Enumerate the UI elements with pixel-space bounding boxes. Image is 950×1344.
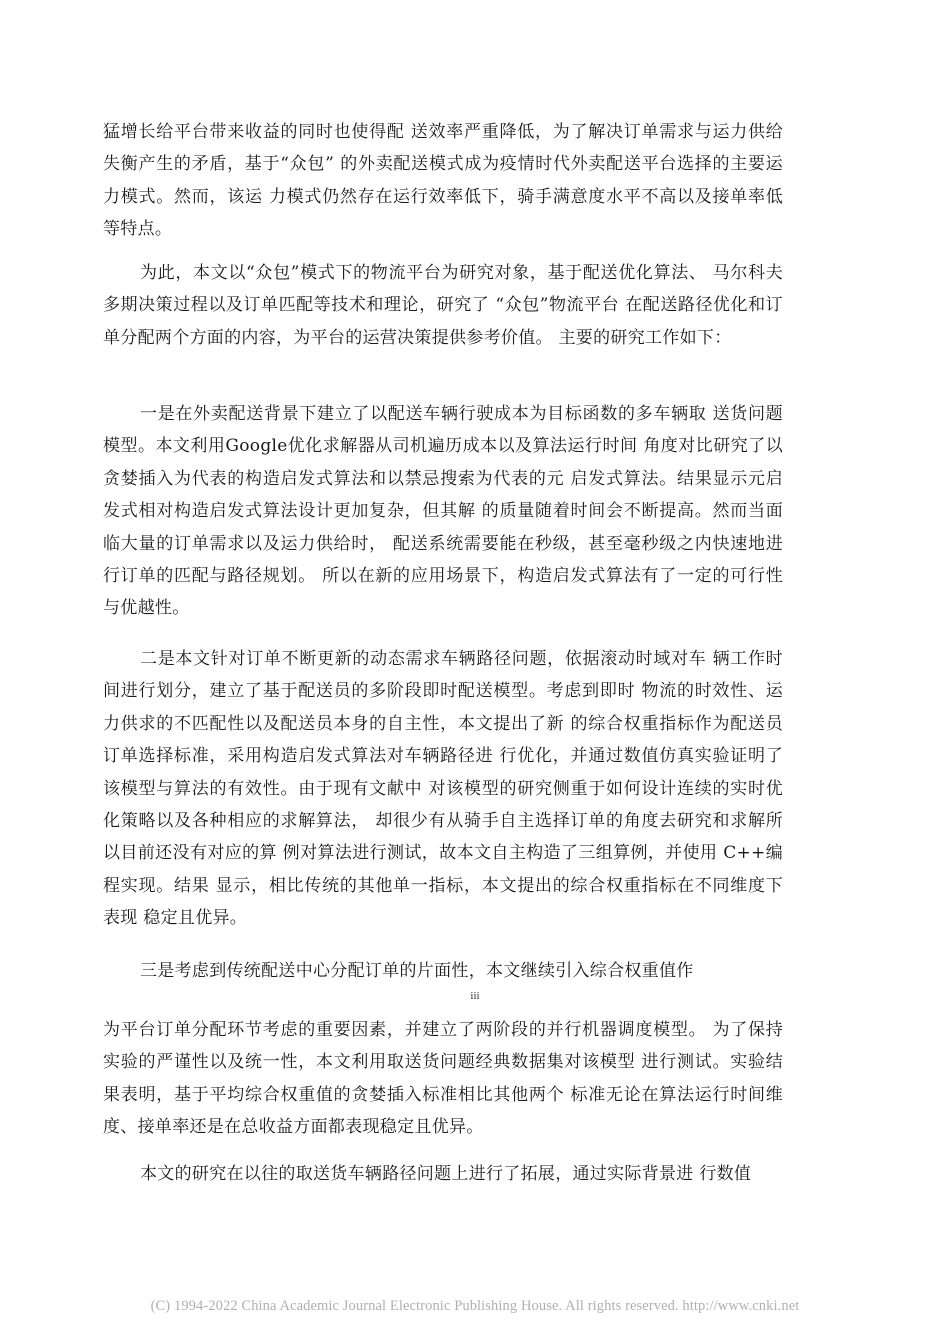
copyright-footer: (C) 1994-2022 China Academic Journal Electronic Publishing House. All rights reserved. http://www.cnki.net <box>150 1298 800 1314</box>
paragraph-work-one: 一是在外卖配送背景下建立了以配送车辆行驶成本为目标函数的多车辆取 送货问题模型。本文利用Google优化求解器从司机遍历成本以及算法运行时间 角度对比研究了以贪婪插入为代表的构造启发式算法和以禁忌搜索为代表的元 启发式算法。结果显示元启发式相对构造启发式算法设计更加复杂，但其解 的质量随着时间会不断提高。然而当面临大量的订单需求以及运力供给时， 配送系统需要能在秒级，甚至毫秒级之内快速地进行订单的匹配与路径规划。 所以在新的应用场景下，构造启发式算法有了一定的可行性与优越性。 <box>103 404 783 619</box>
paragraph-research-object: 为此，本文以“众包”模式下的物流平台为研究对象，基于配送优化算法、 马尔科夫多期决策过程以及订单匹配等技术和理论，研究了 “众包”物流平台 在配送路径优化和订单分配两个方面的内容，为平台的运营决策提供参考价值。 主要的研究工作如下： <box>103 263 783 348</box>
paragraph-work-two: 二是本文针对订单不断更新的动态需求车辆路径问题，依据滚动时域对车 辆工作时间进行划分，建立了基于配送员的多阶段即时配送模型。考虑到即时 物流的时效性、运力供求的不匹配性以及配送员本身的自主性，本文提出了新 的综合权重指标作为配送员订单选择标准，采用构造启发式算法对车辆路径进 行优化，并通过数值仿真实验证明了该模型与算法的有效性。由于现有文献中 对该模型的研究侧重于如何设计连续的实时优化策略以及各种相应的求解算法， 却很少有从骑手自主选择订单的角度去研究和求解所以目前还没有对应的算 例对算法进行测试，故本文自主构造了三组算例，并使用 C++编程实现。结果 显示，相比传统的其他单一指标，本文提出的综合权重指标在不同维度下表现 稳定且优异。 <box>103 649 783 929</box>
paragraph-conclusion-start: 本文的研究在以往的取送货车辆路径问题上进行了拓展，通过实际背景进 行数值 <box>140 1164 752 1184</box>
paragraph-work-three-start: 三是考虑到传统配送中心分配订单的片面性，本文继续引入综合权重值作 <box>140 961 694 981</box>
page-number: iii <box>470 990 480 1002</box>
paragraph-work-three-continuation: 为平台订单分配环节考虑的重要因素，并建立了两阶段的并行机器调度模型。 为了保持实验的严谨性以及统一性，本文利用取送货问题经典数据集对该模型 进行测试。实验结果表明，基于平均综合权重值的贪婪插入标准相比其他两个 标准无论在算法运行时间维度、接单率还是在总收益方面都表现稳定且优异。 <box>103 1020 783 1138</box>
paragraph-intro-continuation: 猛增长给平台带来收益的同时也使得配 送效率严重降低，为了解决订单需求与运力供给失衡产生的矛盾，基于“众包” 的外卖配送模式成为疫情时代外卖配送平台选择的主要运力模式。然而，该运 力模式仍然存在运行效率低下，骑手满意度水平不高以及接单率低等特点。 <box>103 122 783 240</box>
